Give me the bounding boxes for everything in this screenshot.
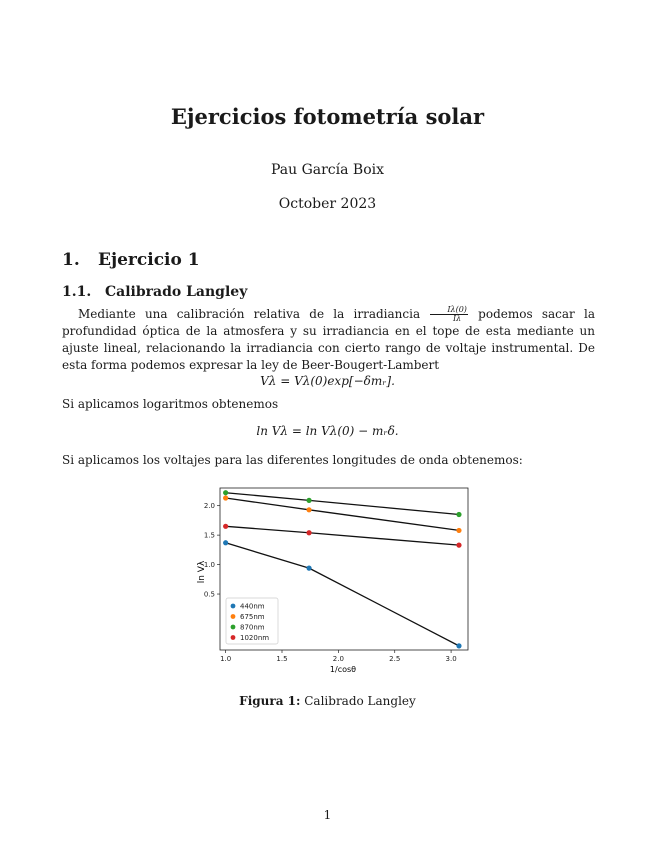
x-tick-label: 2.0: [332, 655, 344, 663]
fit-line-segment: [226, 543, 309, 568]
legend-label: 675nm: [240, 613, 265, 622]
x-tick-label: 1.5: [276, 655, 288, 663]
section-title: Ejercicio 1: [98, 250, 200, 270]
paragraph-1-end: podemos sacar la profundidad óptica de la atmosfera y su irradiancia en el tope de esta mediante un ajuste lineal, relacionando la irradiancia con cierto rango de voltaje instrumental. De esta forma podemos expresar la ley de Beer-Bougert-Lambert: [62, 307, 595, 372]
subsection-number: 1.1.: [62, 284, 92, 300]
caption-label: Figura 1:: [239, 694, 301, 708]
paragraph-3: Si aplicamos los voltajes para las diferentes longitudes de onda obtenemos:: [62, 453, 523, 467]
x-tick-label: 1.0: [220, 655, 232, 663]
data-point: [456, 643, 461, 648]
data-point: [223, 524, 228, 529]
figure-caption: [0, 694, 655, 708]
data-point: [456, 528, 461, 533]
data-point: [223, 490, 228, 495]
fit-line-segment: [226, 526, 309, 532]
x-tick-label: 2.5: [389, 655, 401, 663]
date: October 2023: [278, 196, 377, 212]
legend-marker: [231, 614, 236, 619]
data-point: [306, 530, 311, 535]
equation-beer-lambert: Vλ = Vλ(0)exp[−δmᵣ].: [260, 374, 395, 388]
author: Pau García Boix: [270, 162, 385, 178]
page-number: 1: [323, 808, 332, 822]
paper-title: Ejercicios fotometría solar: [170, 104, 485, 129]
y-tick-label: 0.5: [203, 590, 215, 599]
data-point: [456, 543, 461, 548]
legend-label: 440nm: [240, 602, 265, 611]
data-point: [306, 566, 311, 571]
paragraph-2: Si aplicamos logaritmos obtenemos: [62, 397, 279, 411]
section-number: 1.: [62, 250, 80, 270]
langley-chart: [186, 484, 476, 684]
legend-label: 870nm: [240, 623, 265, 632]
paragraph-1: [62, 306, 595, 374]
data-point: [306, 507, 311, 512]
subsection-title: Calibrado Langley: [105, 284, 248, 300]
legend-marker: [231, 604, 236, 609]
subsection-heading: [62, 284, 247, 300]
fit-line-segment: [309, 533, 459, 545]
paragraph-1-start: Mediante una calibración relativa de la irradiancia: [78, 307, 421, 321]
legend-marker: [231, 625, 236, 630]
y-tick-label: 2.0: [203, 502, 215, 511]
data-point: [223, 495, 228, 500]
legend-marker: [231, 635, 236, 640]
fraction-numerator: Iλ(0): [430, 306, 468, 315]
data-point: [456, 512, 461, 517]
irradiance-fraction: [430, 306, 468, 323]
equation-log: ln Vλ = ln Vλ(0) − mᵣδ.: [256, 424, 399, 438]
section-heading: [62, 250, 200, 270]
fraction-denominator: Iλ: [453, 314, 462, 323]
y-tick-label: 1.0: [203, 561, 215, 570]
fit-line-segment: [309, 568, 459, 646]
caption-text: Calibrado Langley: [304, 694, 416, 708]
data-point: [306, 498, 311, 503]
data-point: [223, 540, 228, 545]
legend-label: 1020nm: [240, 634, 270, 643]
y-axis-label: ln Vλ: [197, 560, 207, 584]
x-tick-label: 3.0: [445, 655, 457, 663]
y-tick-label: 1.5: [203, 531, 215, 540]
x-axis-label: 1/cosθ: [329, 665, 357, 674]
